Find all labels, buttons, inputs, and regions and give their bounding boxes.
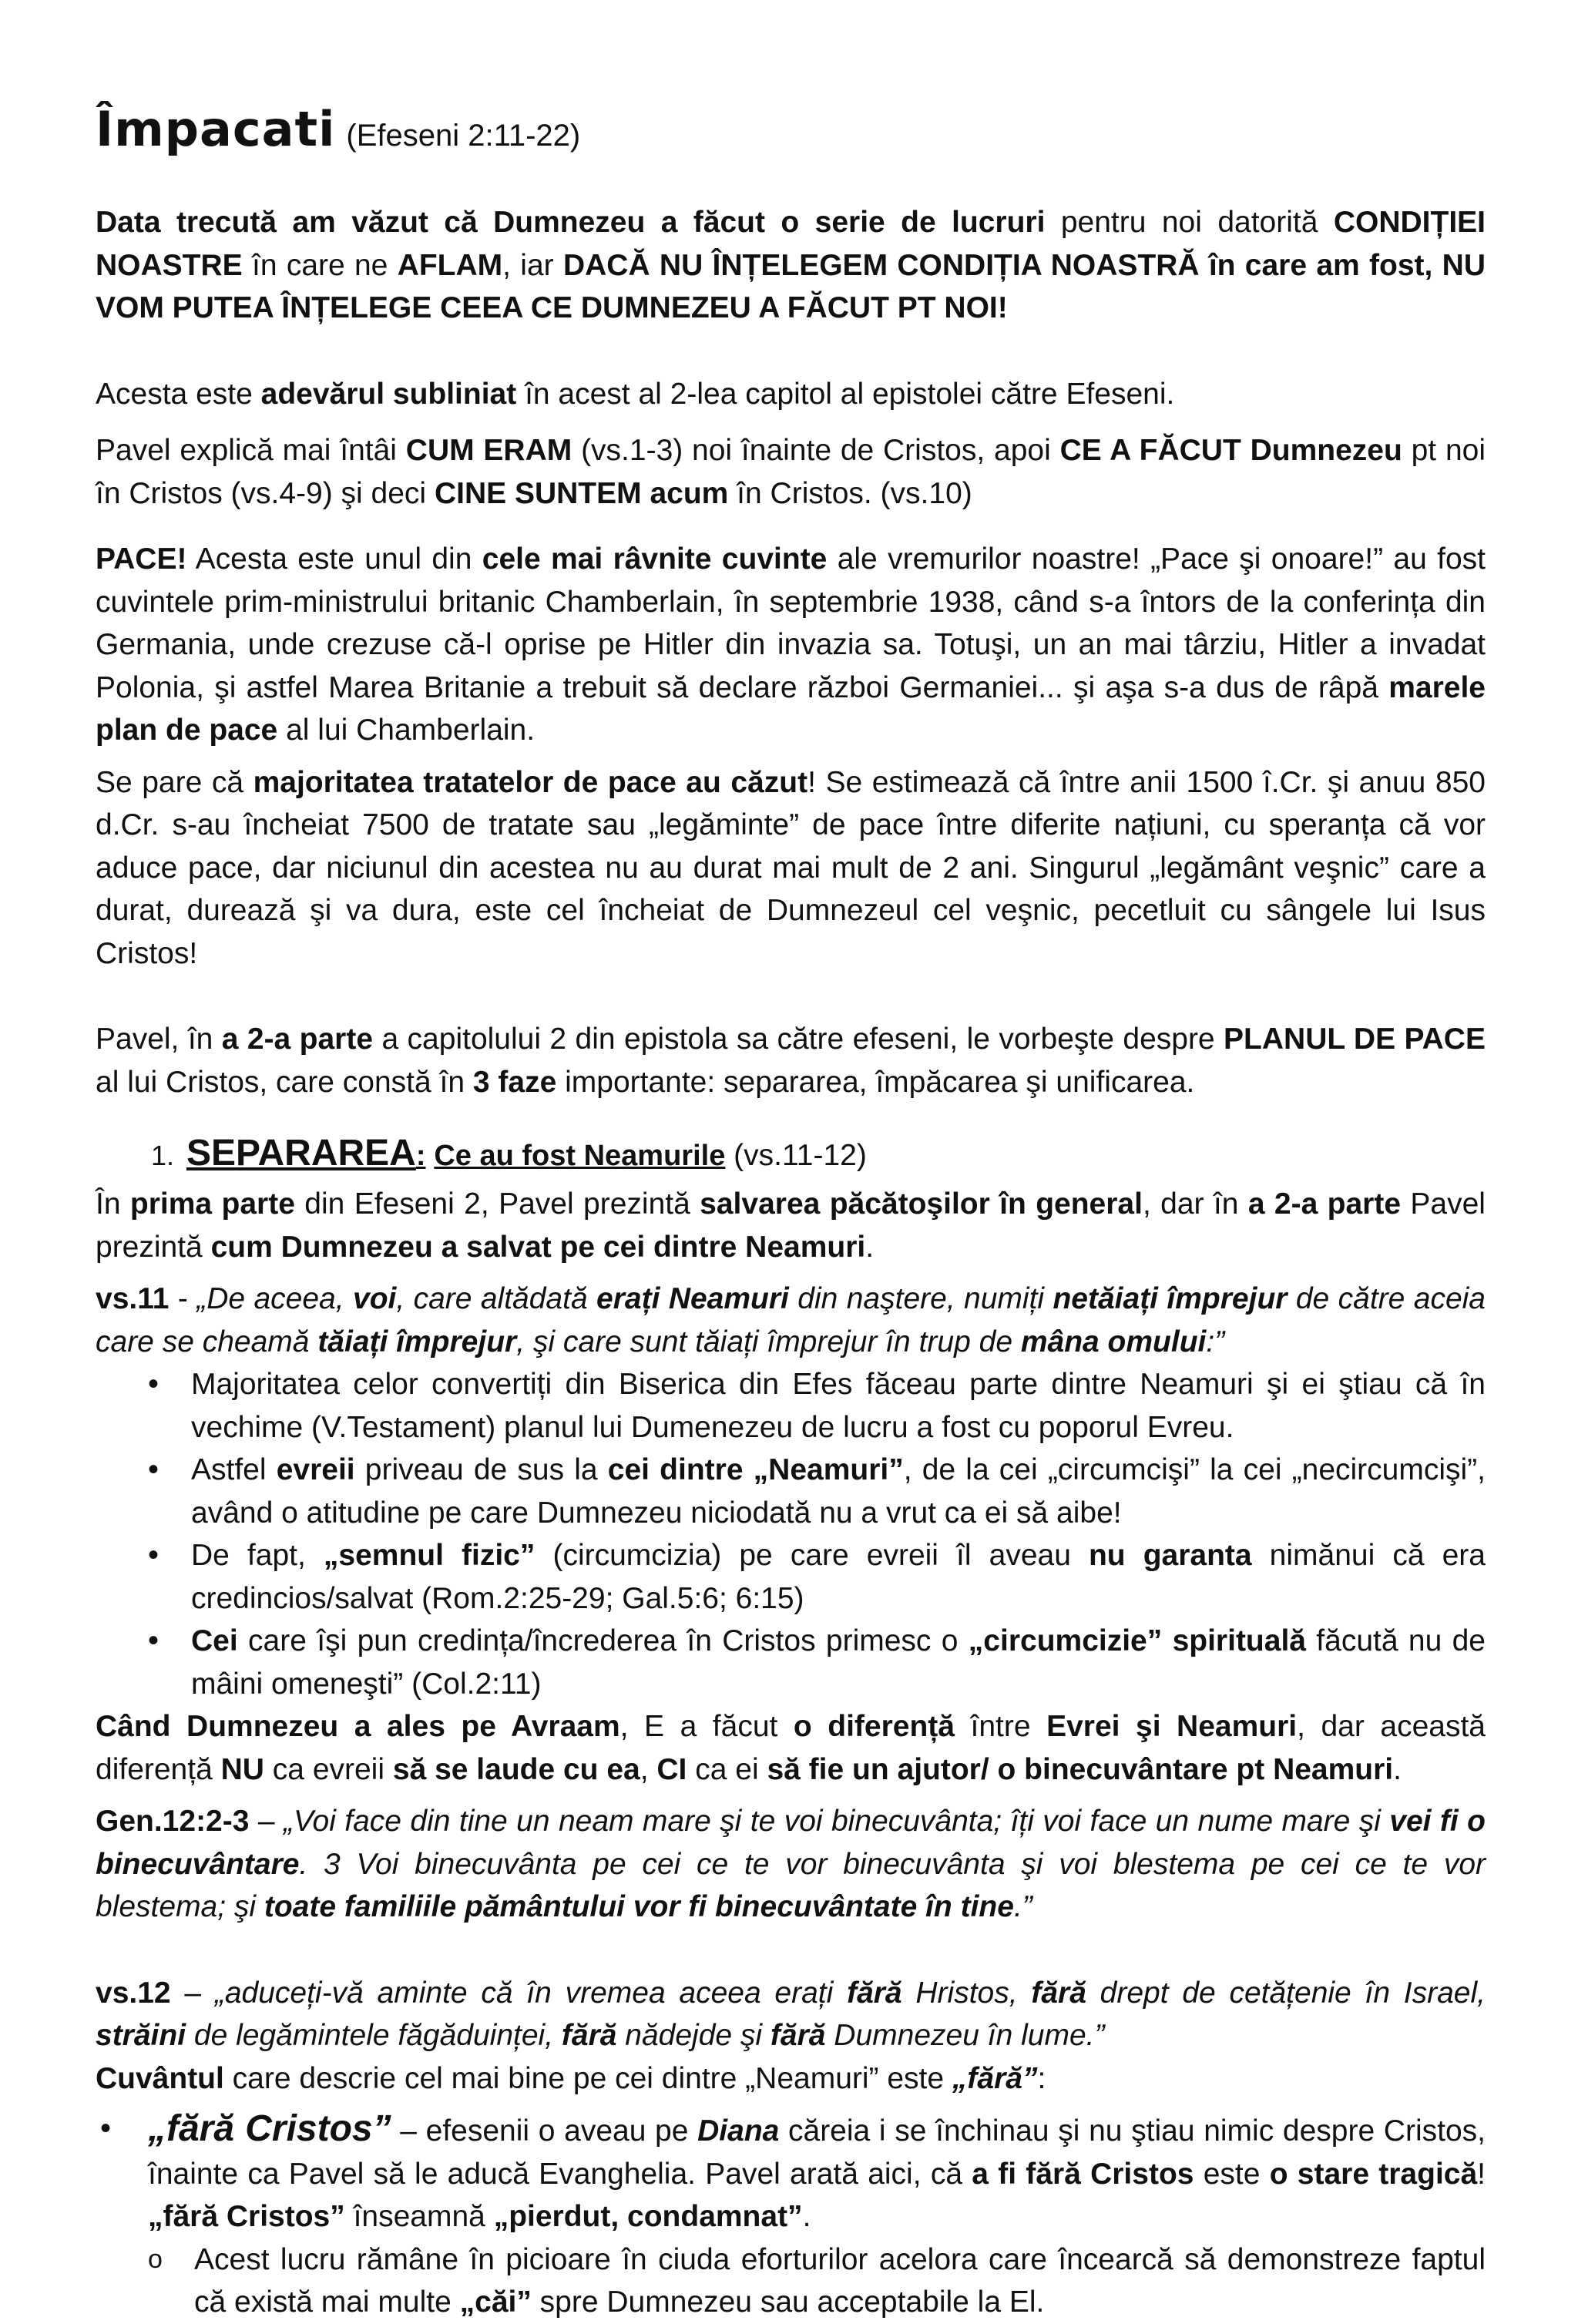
text-run: În	[96, 1187, 130, 1221]
text-run: nădejde şi	[616, 2019, 771, 2052]
text-run: nu garanta	[1088, 1539, 1252, 1572]
text-run: ale vremurilor noastre! „Pace şi onoare!” au fost cuvintele prim-ministrului britanic Chamberlain, în septembrie 1938, când s-a întors de la conferința din Germania, unde crezuse că-l oprise pe Hitler din invazia sa. Totuşi, un an mai târziu, Hitler a invadat Polonia, şi astfel Marea Britanie a trebuit să declare război Germaniei... şi aşa s-a dus de râpă	[96, 542, 1486, 704]
text-run: Pavel explică mai întâi	[96, 434, 406, 467]
text-run: Data trecută am văzut că Dumnezeu a făcut o serie de lucruri	[96, 206, 1046, 239]
text-run: , şi care sunt tăiați împrejur în trup de	[516, 1325, 1021, 1358]
text-run: , iar	[502, 248, 563, 282]
text-run: „pierdut, condamnat”	[493, 2200, 803, 2233]
text-run: „aduceți-vă aminte că în vremea aceea erați	[214, 1976, 848, 2010]
text-run: , E a făcut	[619, 1710, 794, 1743]
list-item	[194, 2238, 1486, 2324]
text-run: Gen.12:2-3	[96, 1805, 250, 1838]
text-run: erați Neamuri	[596, 1282, 789, 1315]
text-run: vs.11	[96, 1282, 170, 1315]
text-run: „semnul fizic”	[323, 1539, 536, 1572]
text-run: „circumcizie” spirituală	[968, 1624, 1306, 1657]
text-run: .	[865, 1230, 875, 1264]
section-number: 1.	[151, 1140, 175, 1171]
text-run: ! Se estimează că între anii 1500 î.Cr. şi anuu 850 d.Cr. s-au încheiat 7500 de tratate sau „legăminte” de pace între diferite națiuni, cu speranța că vor aduce pace, dar niciunul din acestea nu au durat mai mult de 2 ani. Singurul „legământ veşnic” care a durat, durează şi va dura, este cel încheiat de Dumnezeul cel veşnic, pecetluit cu sângele lui Isus Cristos!	[96, 765, 1486, 970]
text-run: Se pare că	[96, 765, 253, 799]
text-run: a capitolului 2 din epistola sa către efeseni, le vorbeşte despre	[373, 1023, 1224, 1056]
pace-paragraph	[96, 538, 1486, 752]
text-run: străini	[96, 2019, 186, 2052]
text-run: CUM ERAM	[405, 434, 572, 467]
tratate-paragraph	[96, 761, 1486, 976]
text-run: între	[954, 1710, 1047, 1743]
text-run: !	[1477, 2157, 1486, 2191]
text-run: importante: separarea, împăcarea şi unificarea.	[556, 1065, 1195, 1099]
text-run: a 2-a parte	[1247, 1187, 1402, 1221]
fara-sub-bullets	[96, 2238, 1486, 2324]
text-run: înseamnă	[344, 2200, 494, 2233]
text-run: CE A FĂCUT Dumnezeu	[1059, 434, 1402, 467]
text-run: Acesta este unul din	[186, 542, 482, 576]
text-run: -	[169, 1282, 197, 1315]
text-run: să fie un ajutor/ o binecuvântare pt Neamuri	[767, 1752, 1394, 1786]
text-run: o diferență	[793, 1710, 955, 1743]
text-run: fără	[847, 1976, 902, 2010]
text-run: majoritatea tratatelor de pace au căzut	[253, 765, 808, 799]
text-run: –	[170, 1976, 215, 2010]
list-item	[148, 2107, 1486, 2238]
text-run: Pavel, în	[96, 1023, 222, 1056]
text-run: (circumcizia) pe care evreii îl aveau	[535, 1539, 1089, 1572]
text-run: 3 faze	[472, 1065, 557, 1099]
list-item	[191, 1620, 1486, 1705]
title-line	[96, 99, 1486, 167]
text-run: în acest al 2-lea capitol al epistolei către Efeseni.	[516, 377, 1175, 411]
text-run: :”	[1206, 1325, 1225, 1358]
text-run: , dar această diferență	[96, 1710, 1486, 1786]
section-title: SEPARAREA	[186, 1133, 416, 1174]
text-run: PLANUL DE PACE	[1224, 1023, 1486, 1056]
text-run: CONDIȚIEI NOASTRE	[96, 206, 1486, 282]
text-run: „De aceea,	[196, 1282, 353, 1315]
verse-12	[96, 1972, 1486, 2057]
text-run: Pavel prezintă	[96, 1187, 1486, 1264]
text-run: prima parte	[129, 1187, 295, 1221]
text-run: fără	[1031, 1976, 1086, 2010]
text-run: priveau de sus la	[354, 1453, 608, 1486]
text-run: în Cristos. (vs.10)	[728, 476, 972, 510]
section-reference: (vs.11-12)	[734, 1139, 867, 1172]
intro-paragraph-2	[96, 373, 1486, 416]
text-run: vei fi o binecuvântare	[96, 1805, 1486, 1881]
text-run: Astfel	[191, 1453, 277, 1486]
text-run: De fapt,	[191, 1539, 324, 1572]
list-item	[191, 1449, 1486, 1534]
text-run: Dumnezeu în lume.”	[825, 2019, 1105, 2052]
text-run: spre Dumnezeu sau acceptabile la El.	[531, 2285, 1045, 2319]
text-run: al lui Chamberlain.	[277, 714, 536, 747]
text-run: de legămintele făgăduinței,	[186, 2019, 562, 2052]
text-run: cum Dumnezeu a salvat pe cei dintre Neamuri	[210, 1230, 866, 1264]
text-run: a fi fără Cristos	[972, 2157, 1194, 2191]
text-run: (vs.1-3) noi înainte de Cristos, apoi	[572, 434, 1060, 467]
text-run: căreia i se închinau şi nu ştiau nimic despre Cristos, înainte ca Pavel să le aducă Evanghelia. Pavel arată aici, că	[148, 2114, 1486, 2191]
text-run: al lui Cristos, care constă în	[96, 1065, 473, 1099]
text-run: pt noi în Cristos (vs.4-9) şi deci	[96, 434, 1486, 510]
text-run: CINE SUNTEM acum	[434, 476, 729, 510]
text-run: o stare tragică	[1269, 2157, 1478, 2191]
text-run: , dar în	[1142, 1187, 1248, 1221]
text-run: care îşi pun credința/încrederea în Cristos primesc o	[237, 1624, 969, 1657]
verse-11	[96, 1278, 1486, 1363]
text-run: pentru noi datorită	[1045, 206, 1334, 239]
intro-paragraph-1	[96, 201, 1486, 330]
text-run: .	[802, 2200, 811, 2233]
text-run: Diana	[697, 2114, 780, 2148]
cuvantul-paragraph	[96, 2057, 1486, 2101]
text-run: cei dintre „Neamuri”	[607, 1453, 904, 1486]
text-run: fără	[770, 2019, 826, 2052]
text-run: , care altădată	[396, 1282, 597, 1315]
text-run: voi	[353, 1282, 397, 1315]
text-run: a 2-a parte	[221, 1023, 374, 1056]
text-run: Hristos,	[901, 1976, 1032, 2010]
plan-de-pace-paragraph	[96, 1018, 1486, 1103]
text-run: „fără Cristos”	[148, 2108, 391, 2149]
text-run: nimănui că era credincios/salvat (Rom.2:25-29; Gal.5:6; 6:15)	[191, 1539, 1486, 1615]
text-run: DACĂ NU ÎNȚELEGEM CONDIȚIA NOASTRĂ în care am fost, NU VOM PUTEA ÎNȚELEGE CEEA CE DUMNEZEU A FĂCUT PT NOI!	[96, 248, 1486, 324]
text-run: tăiați împrejur	[317, 1325, 517, 1358]
text-run: –	[249, 1805, 284, 1838]
text-run: AFLAM	[397, 248, 503, 282]
text-run: mâna omului	[1020, 1325, 1207, 1358]
list-item	[191, 1534, 1486, 1620]
text-run: ,	[640, 1752, 657, 1786]
text-run: ca evreii	[264, 1752, 393, 1786]
text-run: Acesta este	[96, 377, 261, 411]
section-1-heading	[96, 1130, 1486, 1180]
text-run: .”	[1013, 1890, 1032, 1923]
text-run: fără	[561, 2019, 617, 2052]
text-run: drept de cetățenie în Israel,	[1086, 1976, 1486, 2010]
text-run: adevărul subliniat	[260, 377, 517, 411]
text-run: PACE!	[96, 542, 187, 576]
text-run: CI	[656, 1752, 687, 1786]
text-run: NU	[220, 1752, 264, 1786]
text-run: de către aceia care se cheamă	[96, 1282, 1486, 1358]
text-run: „fără”	[952, 2061, 1038, 2095]
text-run: Evrei şi Neamuri	[1046, 1710, 1298, 1743]
text-run: marele plan de pace	[96, 670, 1486, 747]
text-run: ca ei	[687, 1752, 767, 1786]
genesis-quote	[96, 1800, 1486, 1929]
text-run: în care ne	[242, 248, 398, 282]
text-run: Când Dumnezeu a ales pe Avraam	[96, 1710, 620, 1743]
text-run: Cei	[191, 1624, 238, 1657]
text-run: Acest lucru rămâne în picioare în ciuda eforturilor acelora care încearcă să demonstreze faptul că există mai multe	[194, 2242, 1486, 2319]
text-run: Majoritatea celor convertiți din Biserica din Efes făceau parte dintre Neamuri şi ei ştiau că în vechime (V.Testament) planul lui Dumenezeu de lucru a fost cu poporul Evreu.	[191, 1368, 1486, 1444]
text-run: . 3 Voi binecuvânta pe cei ce te vor binecuvânta şi voi blestema pe cei ce te vor blestema; şi	[96, 1847, 1486, 1923]
text-run: – efesenii o aveau pe	[391, 2114, 698, 2148]
text-run: .	[1393, 1752, 1402, 1786]
text-run: :	[1037, 2061, 1046, 2095]
section-colon: :	[415, 1140, 426, 1172]
text-run: din naştere, numiți	[788, 1282, 1053, 1315]
text-run: „Voi face din tine un neam mare şi te voi binecuvânta; îți voi face un nume mare şi	[283, 1805, 1390, 1838]
text-run: din Efeseni 2, Pavel prezintă	[294, 1187, 700, 1221]
text-run: să se laude cu ea	[392, 1752, 640, 1786]
page-title: Împacati	[96, 101, 336, 157]
text-run: „căi”	[459, 2285, 532, 2319]
text-run: făcută nu de mâini omeneşti” (Col.2:11)	[191, 1624, 1486, 1701]
section-1-intro	[96, 1183, 1486, 1268]
title-reference: (Efeseni 2:11-22)	[346, 119, 581, 153]
text-run: salvarea păcătoşilor în general	[700, 1187, 1143, 1221]
fara-bullets	[96, 2107, 1486, 2238]
avraam-paragraph	[96, 1705, 1486, 1791]
list-item	[191, 1363, 1486, 1449]
verse-11-bullets	[96, 1363, 1486, 1705]
text-run: , de la cei „circumcişi” la cei „necircumcişi”, având o atitudine pe care Dumnezeu niciodată nu a vrut ca ei să aibe!	[191, 1453, 1486, 1530]
section-subtitle: Ce au fost Neamurile	[434, 1140, 726, 1172]
text-run: toate familiile pământului vor fi binecuvântate în tine	[264, 1890, 1014, 1923]
text-run: cele mai râvnite cuvinte	[482, 542, 828, 576]
text-run: netăiați împrejur	[1053, 1282, 1288, 1315]
text-run: „fără Cristos”	[148, 2200, 345, 2233]
text-run: este	[1194, 2157, 1270, 2191]
text-run: evreii	[276, 1453, 355, 1486]
text-run: vs.12	[96, 1976, 171, 2010]
text-run: Cuvântul	[96, 2061, 224, 2095]
text-run: care descrie cel mai bine pe cei dintre „Neamuri” este	[223, 2061, 952, 2095]
intro-paragraph-3	[96, 429, 1486, 515]
